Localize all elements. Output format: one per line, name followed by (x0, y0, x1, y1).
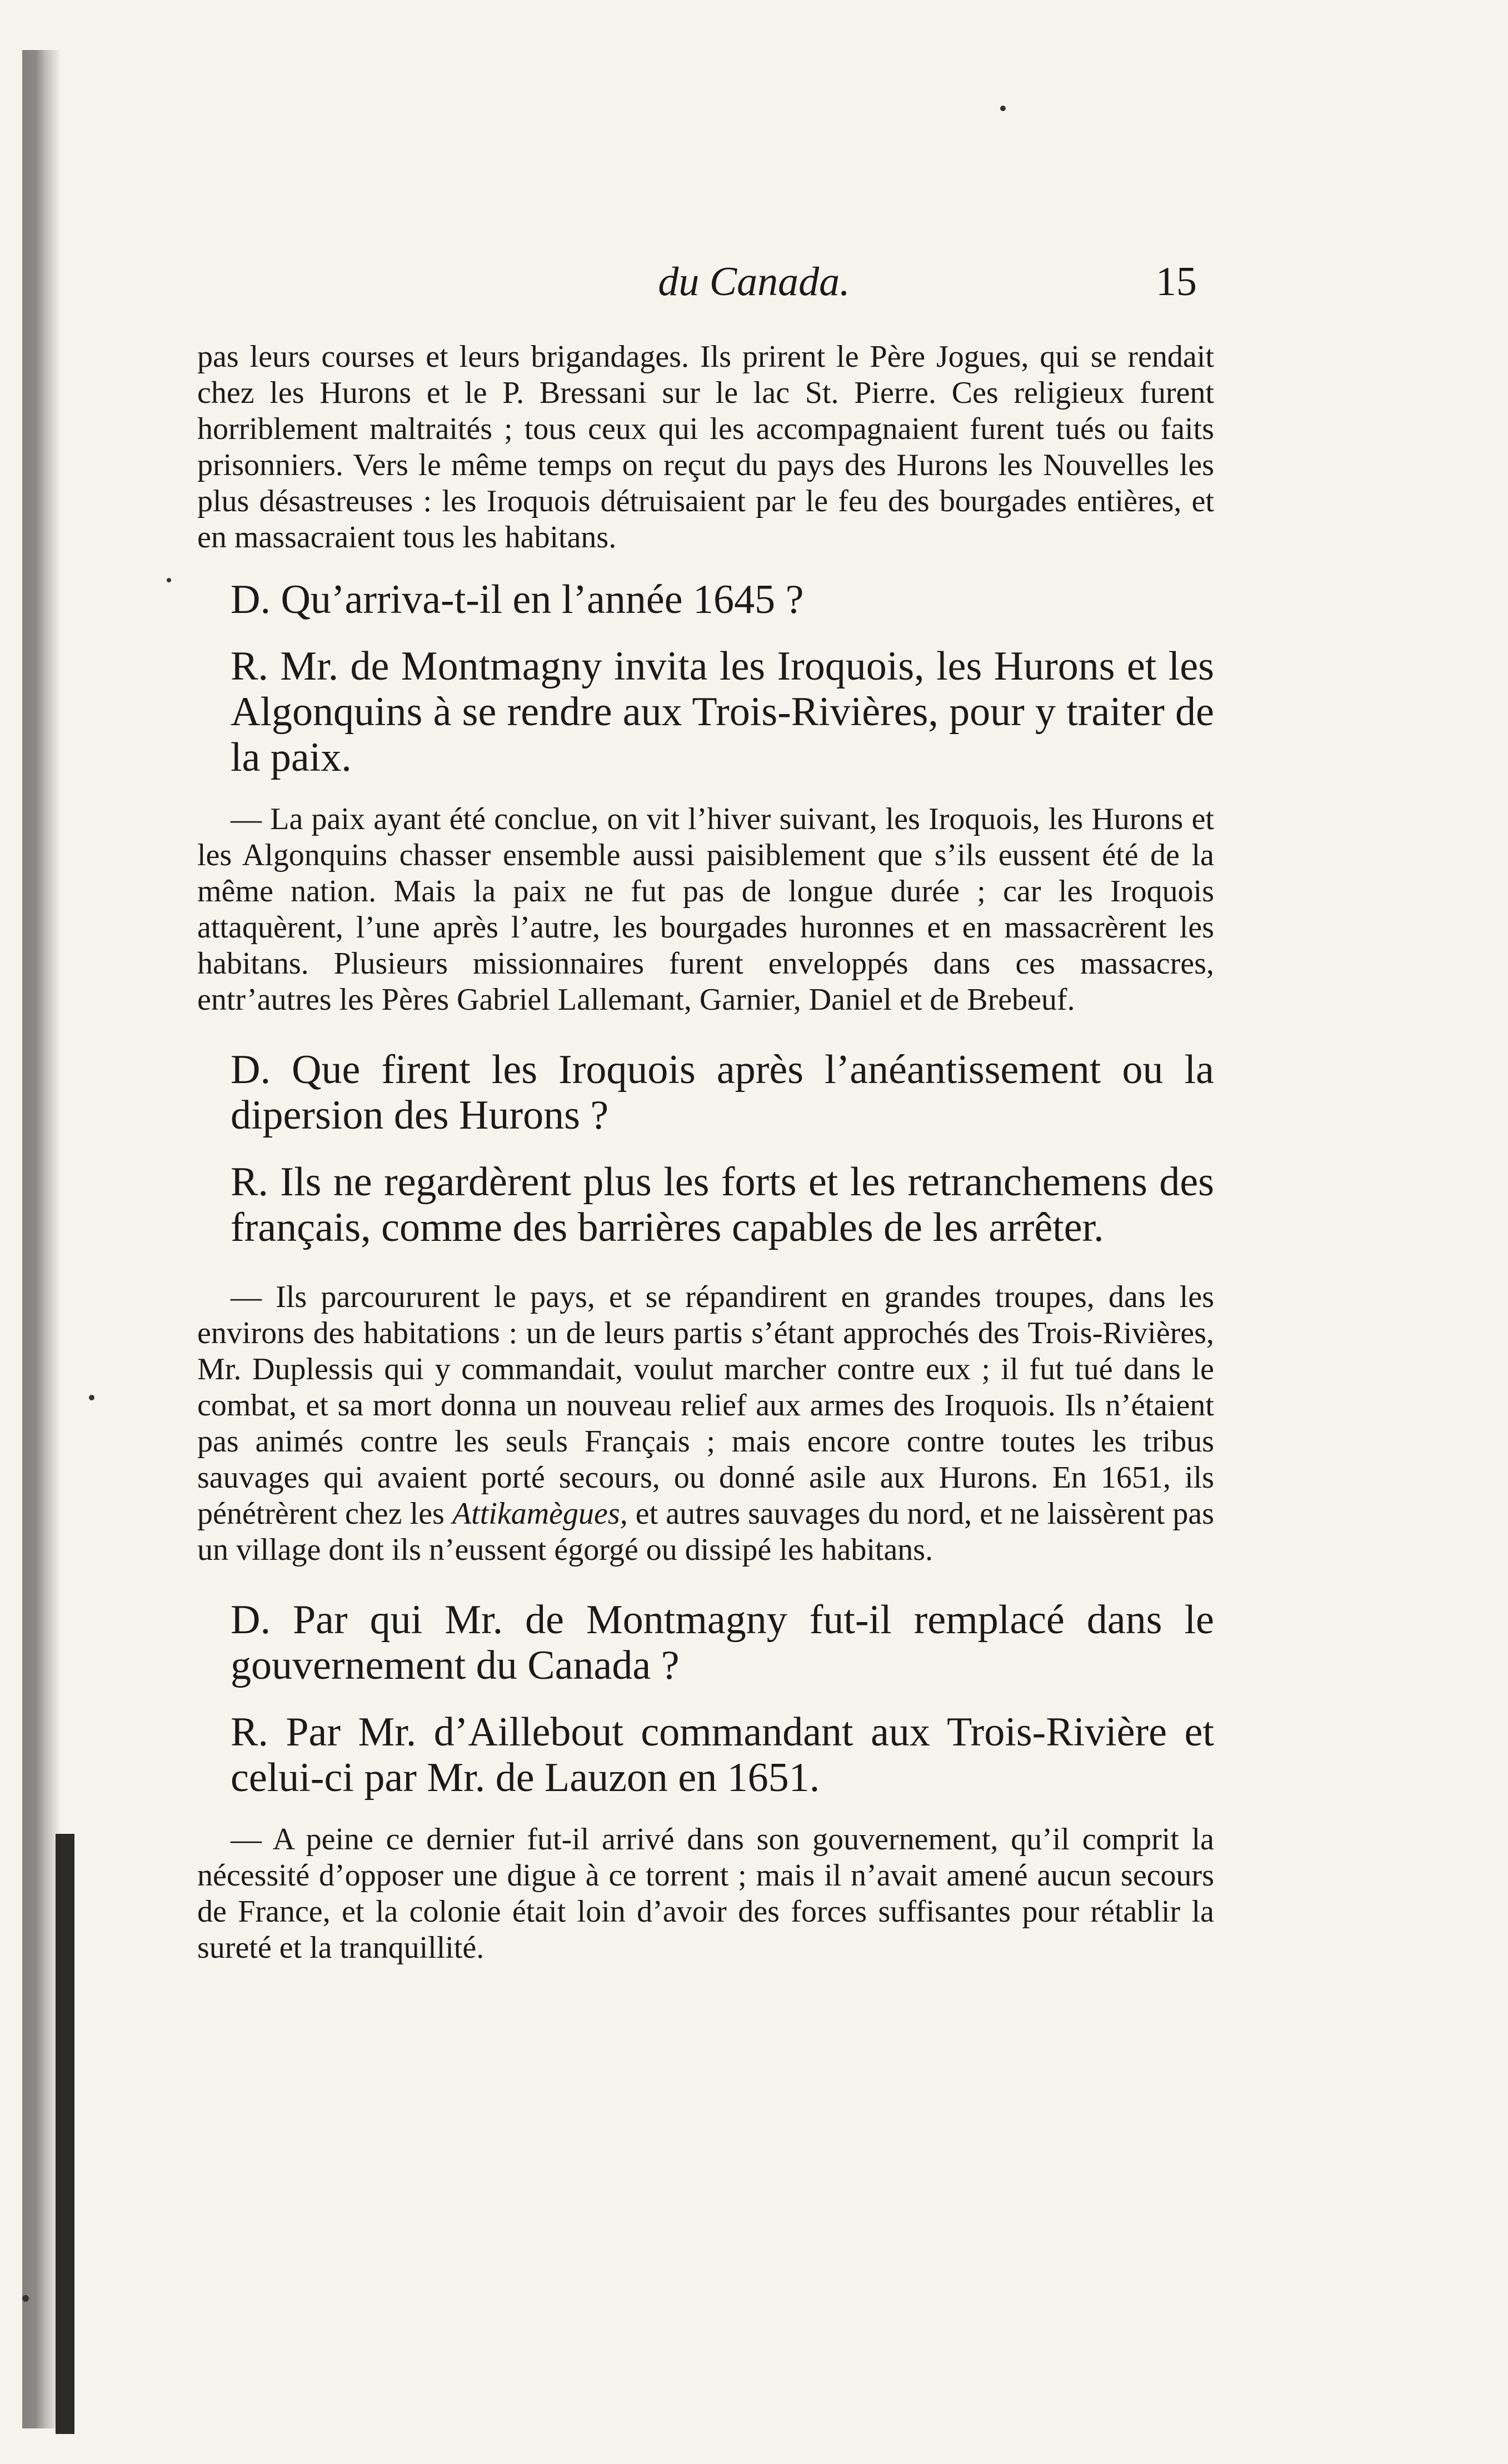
running-title: du Canada. (658, 259, 850, 305)
answer-successor: R. Par Mr. d’Aillebout commandant aux Trois-Rivière et celui-ci par Mr. de Lauzon en 1651. (231, 1709, 1214, 1800)
commentary-raids (197, 1279, 1214, 1568)
ink-speck (167, 578, 171, 582)
answer-iroquois: R. Ils ne regardèrent plus les forts et les retranchemens des français, comme des barrières capables de les arrêter. (231, 1159, 1214, 1250)
commentary-lauzon: — A peine ce dernier fut-il arrivé dans son gouvernement, qu’il comprit la nécessité d’opposer une digue à ce torrent ; mais il n’avait amené aucun secours de France, et la colonie était loin d’avoir des forces suffisantes pour rétablir la sureté et la tranquillité. (197, 1822, 1214, 1965)
question-1645: D. Qu’arriva-t-il en l’année 1645 ? (231, 577, 804, 622)
commentary-raids-text: — Ils parcoururent le pays, et se répandirent en grandes troupes, dans les environs des habitations : un de leurs partis s’étant approchés des Trois-Rivières, Mr. Duplessis qui y commandait, voulut marcher contre eux ; il fut tué dans le combat, et sa mort donna un nouveau relief aux armes des Iroquois. Ils n’étaient pas animés contre les seuls Français ; mais encore contre toutes les tribus sauvages qui avaient porté secours, ou donné asile aux Hurons. En 1651, ils pénétrèrent chez les (197, 1280, 1214, 1531)
body-text (197, 339, 1214, 1966)
ink-speck (89, 1395, 94, 1400)
page-number: 15 (1156, 259, 1197, 305)
question-successor: D. Par qui Mr. de Montmagny fut-il remplacé dans le gouvernement du Canada ? (231, 1597, 1214, 1688)
question-iroquois: D. Que firent les Iroquois après l’anéantissement ou la dipersion des Hurons ? (231, 1047, 1214, 1138)
commentary-peace: — La paix ayant été conclue, on vit l’hiver suivant, les Iroquois, les Hurons et les Algonquins chasser ensemble aussi paisiblement que s’ils eussent été de la même nation. Mais la paix ne fut pas de longue durée ; car les Iroquois attaquèrent, l’une après l’autre, les bourgades huronnes et en massacrèrent les habitans. Plusieurs missionnaires furent enveloppés dans ces massacres, entr’autres les Pères Gabriel Lallemant, Garnier, Daniel et de Brebeuf. (197, 802, 1214, 1017)
ink-speck (1000, 106, 1006, 111)
commentary-raids-end: et autres sauvages du nord, et ne laissèrent pas un village dont ils n’eussent égorgé ou dissipé les habitans. (197, 1497, 1215, 1567)
paragraph-continuation: pas leurs courses et leurs brigandages. Ils prirent le Père Jogues, qui se rendait chez les Hurons et le P. Bressani sur le lac St. Pierre. Ces religieux furent horriblement maltraités ; tous ceux qui les accompagnaient furent tués ou faits prisonniers. Vers le même temps on reçut du pays des Hurons les Nouvelles les plus désastreuses : les Iroquois détruisaient par le feu des bourgades entières, et en massacraient tous les habitans. (197, 340, 1214, 555)
ink-speck (22, 2295, 29, 2302)
answer-1645: R. Mr. de Montmagny invita les Iroquois, les Hurons et les Algonquins à se rendre aux Trois-Rivières, pour y traiter de la paix. (231, 644, 1214, 780)
attikamegues-italic: Attikamègues, (452, 1497, 628, 1531)
binding-shadow (56, 1834, 74, 2434)
page-header (0, 258, 1508, 308)
